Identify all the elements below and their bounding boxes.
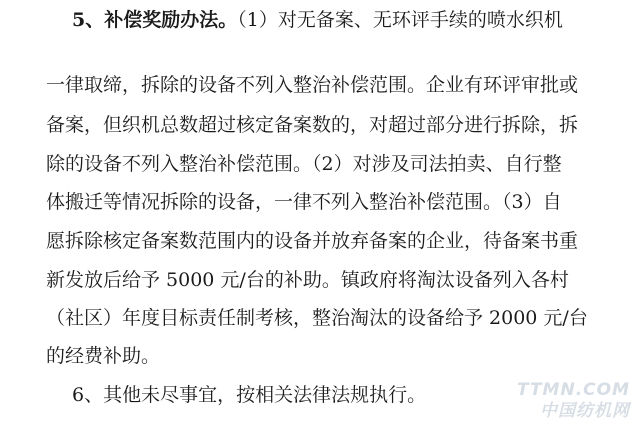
section-heading: 5、补偿奖励办法。 <box>72 9 238 31</box>
paragraph-line-8: （社区）年度目标责任制考核，整治淘汰的设备给予 2000 元/台 <box>46 307 588 329</box>
site-watermark <box>490 380 630 426</box>
watermark-site-name: 中国纺机网 <box>540 401 630 421</box>
paragraph-line-3: 备案，但织机总数超过核定备案数的，对超过部分进行拆除，拆 <box>46 114 579 136</box>
paragraph-line-7: 新发放后给予 5000 元/台的补助。镇政府将淘汰设备列入各村 <box>46 269 569 291</box>
paragraph-line-1 <box>72 8 640 32</box>
paragraph-line-10: 6、其他未尽事宜，按相关法律法规执行。 <box>72 384 427 406</box>
paragraph-line-4: 除的设备不列入整治补偿范围。（2）对涉及司法拍卖、自行整 <box>46 153 562 175</box>
watermark-url: TTMN.COM <box>516 380 630 400</box>
line-text: （1）对无备案、无环评手续的喷水织机 <box>237 9 563 31</box>
paragraph-line-2: 一律取缔，拆除的设备不列入整治补偿范围。企业有环评审批或 <box>46 74 579 96</box>
paragraph-line-5: 体搬迁等情况拆除的设备，一律不列入整治补偿范围。（3）自 <box>46 191 562 213</box>
paragraph-line-6: 愿拆除核定备案数范围内的设备并放弃备案的企业，待备案书重 <box>46 230 579 252</box>
paragraph-line-9: 的经费补助。 <box>46 345 161 367</box>
